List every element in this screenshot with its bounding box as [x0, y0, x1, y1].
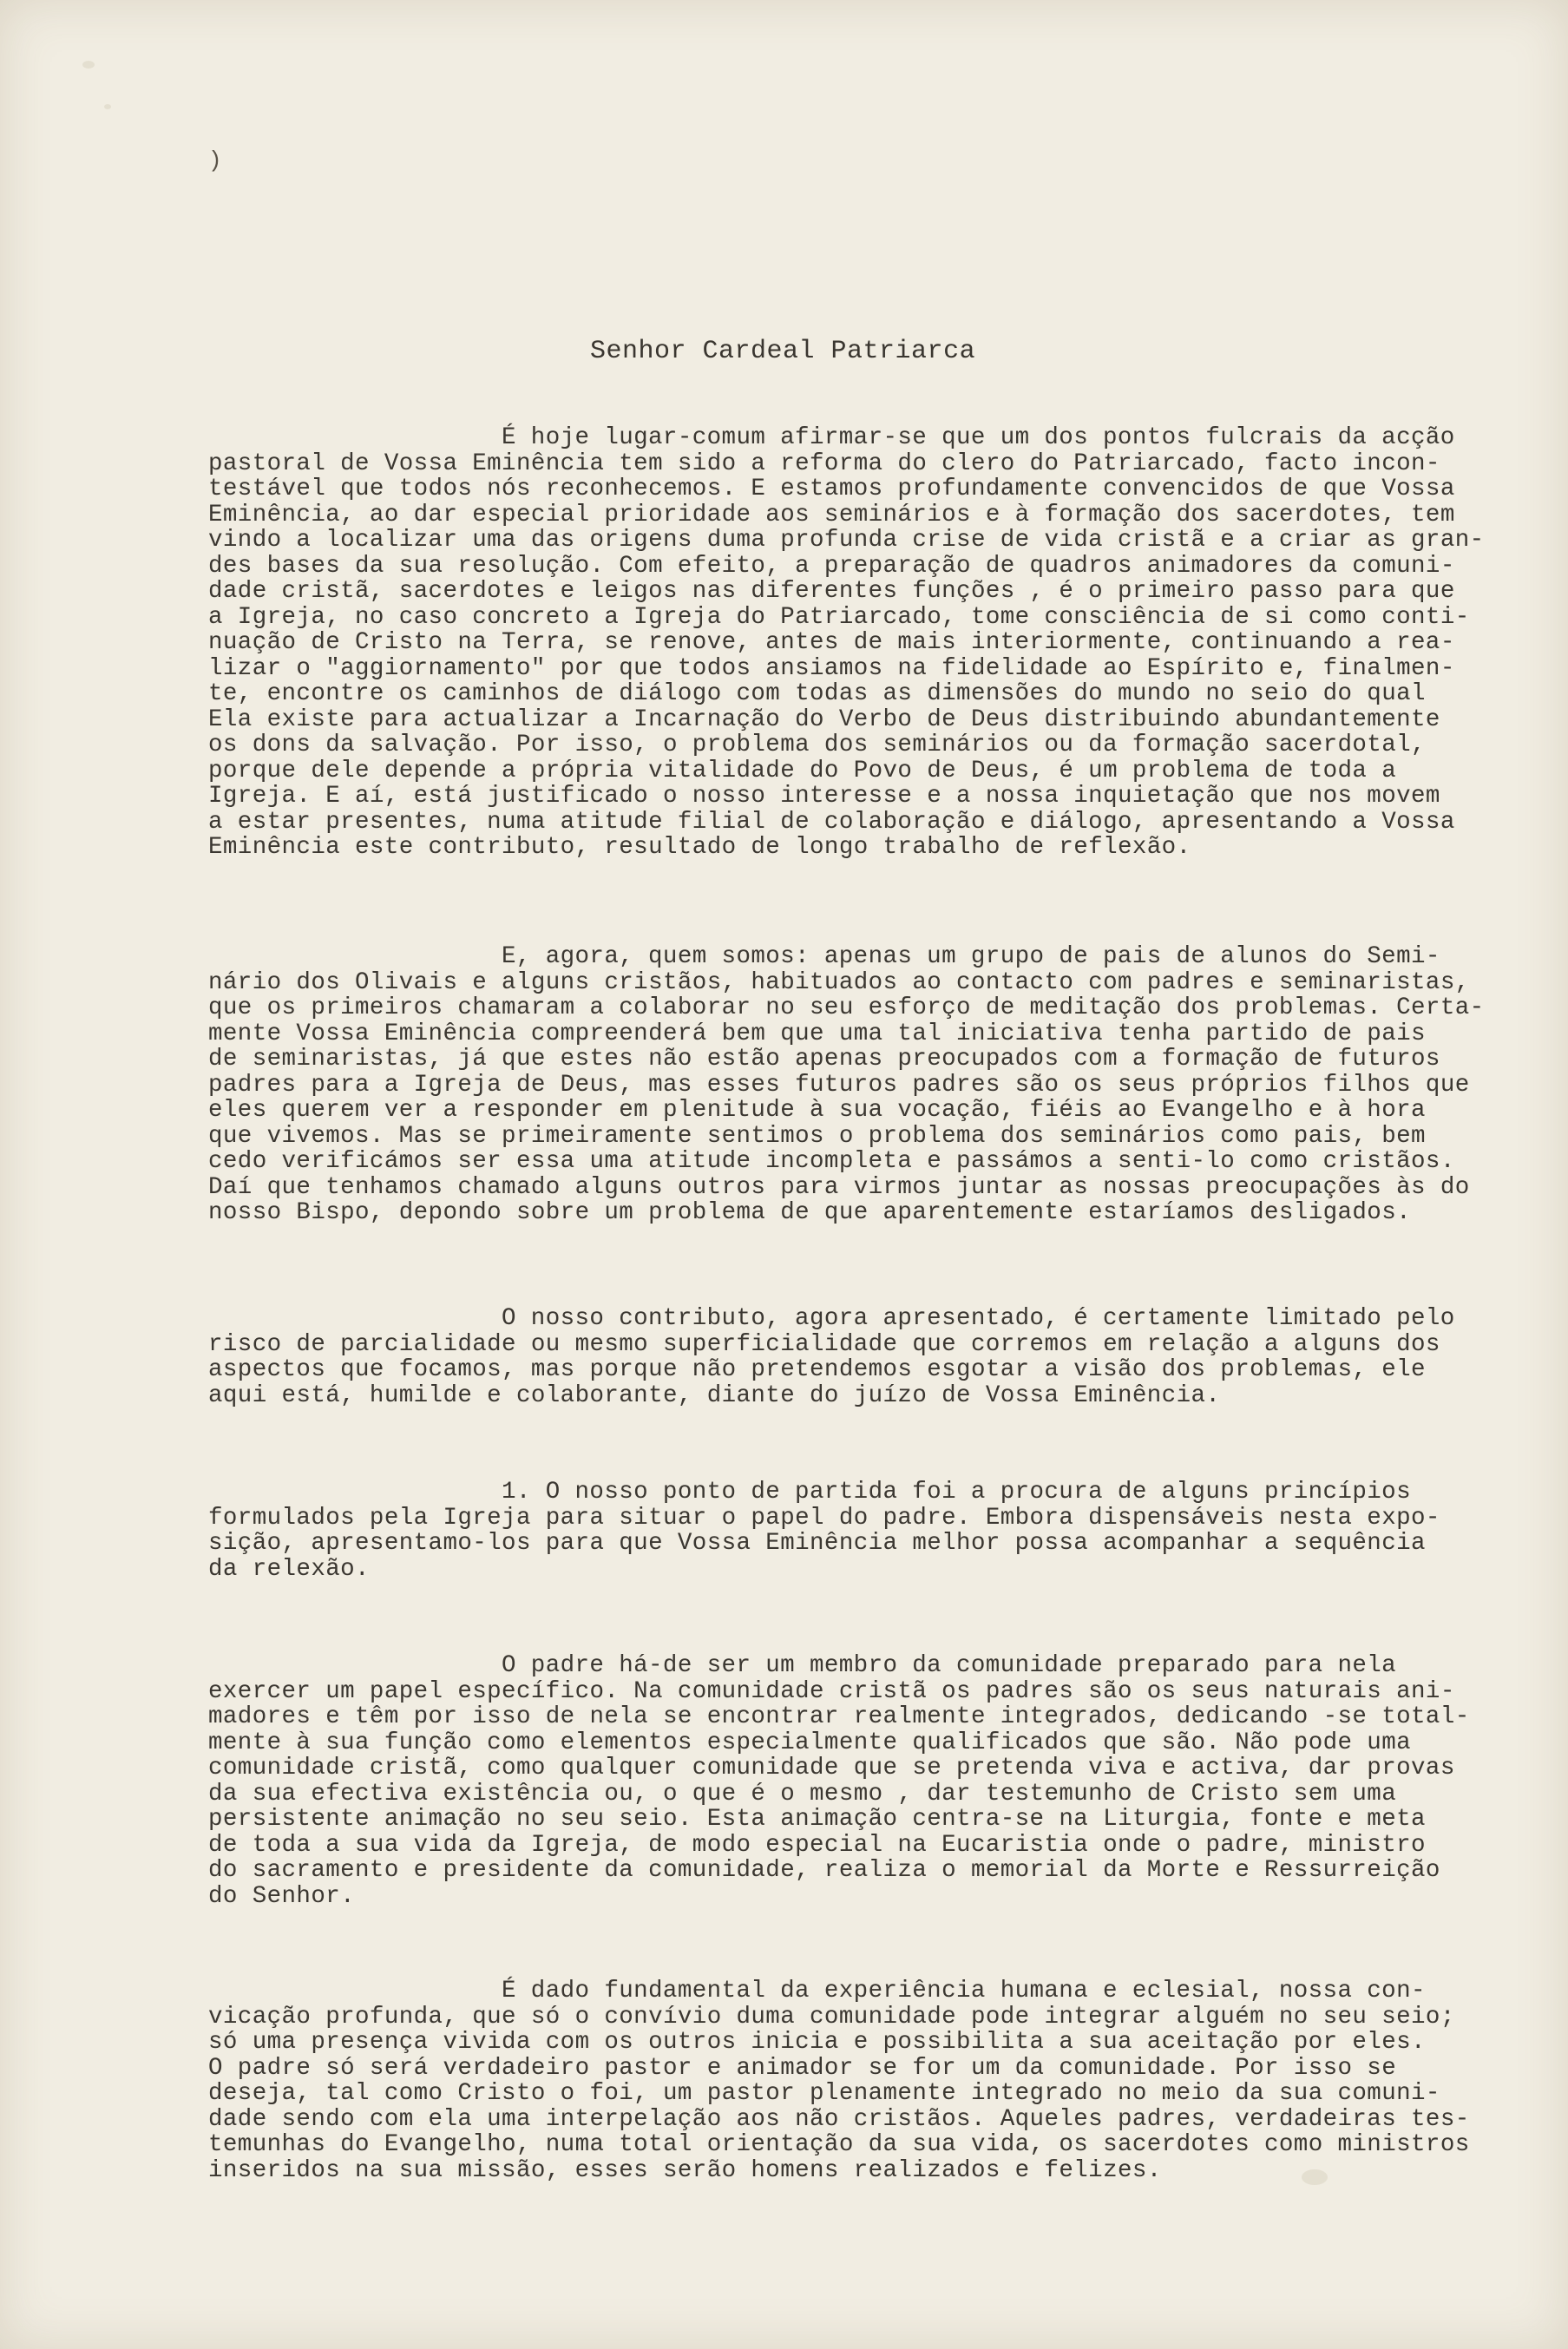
text-line: que os primeiros chamaram a colaborar no seu esforço de meditação dos problemas. Certa- [208, 994, 1485, 1021]
text-line: cedo verificámos ser essa uma atitude incompleta e passámos a senti-lo como cristãos. [208, 1148, 1455, 1175]
text-line: lizar o "aggiornamento" por que todos ansiamos na fidelidade ao Espírito e, finalmen- [208, 654, 1455, 682]
text-line: dade sendo com ela uma interpelação aos não cristãos. Aqueles padres, verdadeiras tes- [208, 2105, 1470, 2133]
margin-mark: ) [208, 148, 222, 174]
paragraph-2 [208, 944, 1485, 1226]
paragraph-3 [208, 1306, 1455, 1408]
text-line: O padre só será verdadeiro pastor e animador se for um da comunidade. Por isso se [208, 2054, 1397, 2082]
text-line: os dons da salvação. Por isso, o problema dos seminários ou da formação sacerdotal, [208, 732, 1426, 758]
text-line: sição, apresentamo-los para que Vossa Eminência melhor possa acompanhar a sequência [208, 1530, 1426, 1557]
text-line: É dado fundamental da experiência humana e eclesial, nossa con- [502, 1978, 1426, 2005]
text-line: Ela existe para actualizar a Incarnação do Verbo de Deus distribuindo abundantemente [208, 705, 1440, 733]
text-line: des bases da sua resolução. Com efeito, a preparação de quadros animadores da comuni- [208, 552, 1455, 580]
text-line: de seminaristas, já que estes não estão apenas preocupados com a formação de futuros [208, 1046, 1440, 1073]
text-line: persistente animação no seu seio. Esta animação centra-se na Liturgia, fonte e meta [208, 1806, 1426, 1833]
paragraph-4 [208, 1480, 1440, 1582]
text-line: Eminência, ao dar especial prioridade aos seminários e à formação dos sacerdotes, tem [208, 501, 1455, 528]
text-line: a Igreja, no caso concreto a Igreja do Patriarcado, tome consciência de si como conti- [208, 603, 1470, 631]
text-line: da relexão. [208, 1555, 370, 1583]
text-line: inseridos na sua missão, esses serão homens realizados e felizes. [208, 2156, 1162, 2184]
text-line: a estar presentes, numa atitude filial de colaboração e diálogo, apresentando a Vossa [208, 808, 1455, 836]
text-line: comunidade cristã, como qualquer comunidade que se pretenda viva e activa, dar provas [208, 1755, 1455, 1781]
text-line: O nosso contributo, agora apresentado, é certamente limitado pelo [502, 1305, 1455, 1332]
text-line: que vivemos. Mas se primeiramente sentimos o problema dos seminários como pais, bem [208, 1122, 1426, 1150]
text-line: padres para a Igreja de Deus, mas esses futuros padres são os seus próprios filhos que [208, 1071, 1470, 1099]
text-line: testável que todos nós reconhecemos. E estamos profundamente convencidos de que Vossa [208, 476, 1455, 502]
text-line: deseja, tal como Cristo o foi, um pastor plenamente integrado no meio da sua comuni- [208, 2080, 1440, 2107]
text-line: O padre há-de ser um membro da comunidade preparado para nela [502, 1652, 1397, 1679]
text-line: dade cristã, sacerdotes e leigos nas diferentes funções , é o primeiro passo para que [208, 578, 1455, 605]
text-line: nosso Bispo, depondo sobre um problema de que aparentemente estaríamos desligados. [208, 1199, 1412, 1226]
text-line: do Senhor. [208, 1882, 356, 1910]
text-line: de toda a sua vida da Igreja, de modo especial na Eucaristia onde o padre, ministro [208, 1831, 1426, 1859]
text-line: aqui está, humilde e colaborante, diante do juízo de Vossa Eminência. [208, 1381, 1221, 1409]
text-line: E, agora, quem somos: apenas um grupo de pais de alunos do Semi- [502, 943, 1440, 970]
text-line: só uma presença vivida com os outros inicia e possibilita a sua aceitação por eles. [208, 2029, 1426, 2056]
text-line: nário dos Olivais e alguns cristãos, habituados ao contacto com padres e seminaristas, [208, 968, 1470, 996]
salutation: Senhor Cardeal Patriarca [590, 337, 976, 366]
text-line: pastoral de Vossa Eminência tem sido a reforma do clero do Patriarcado, facto incon- [208, 449, 1440, 477]
paragraph-5 [208, 1653, 1470, 1909]
text-line: nuação de Cristo na Terra, se renove, antes de mais interiormente, continuando a rea- [208, 629, 1455, 656]
text-line: formulados pela Igreja para situar o papel do padre. Embora dispensáveis nesta expo- [208, 1504, 1440, 1532]
text-line: porque dele depende a própria vitalidade do Povo de Deus, é um problema de toda a [208, 757, 1397, 784]
text-line: do sacramento e presidente da comunidade, realiza o memorial da Morte e Ressurreição [208, 1857, 1440, 1884]
text-line: 1. O nosso ponto de partida foi a procura de alguns princípios [502, 1479, 1411, 1506]
text-line: vindo a localizar uma das origens duma profunda crise de vida cristã e a criar as gran- [208, 527, 1485, 554]
paper-speck [104, 104, 111, 109]
text-line: da sua efectiva existência ou, o que é o mesmo , dar testemunho de Cristo sem uma [208, 1780, 1397, 1808]
text-line: Daí que tenhamos chamado alguns outros para virmos juntar as nossas preocupações às do [208, 1173, 1470, 1201]
text-line: Igreja. E aí, está justificado o nosso interesse e a nossa inquietação que nos movem [208, 783, 1440, 810]
text-line: mente Vossa Eminência compreenderá bem que uma tal iniciativa tenha partido de pais [208, 1020, 1426, 1047]
text-line: É hoje lugar-comum afirmar-se que um dos pontos fulcrais da acção [502, 424, 1455, 451]
paper-speck [82, 61, 95, 69]
text-line: madores e têm por isso de nela se encontrar realmente integrados, dedicando -se total- [208, 1703, 1470, 1730]
text-line: eles querem ver a responder em plenitude à sua vocação, fiéis ao Evangelho e à hora [208, 1097, 1426, 1124]
text-line: temunhas do Evangelho, numa total orientação da sua vida, os sacerdotes como ministros [208, 2131, 1470, 2158]
text-line: aspectos que focamos, mas porque não pretendemos esgotar a visão dos problemas, ele [208, 1356, 1426, 1383]
text-line: mente à sua função como elementos especialmente qualificados que são. Não pode uma [208, 1729, 1412, 1756]
paragraph-1 [208, 425, 1485, 861]
text-line: vicação profunda, que só o convívio duma comunidade pode integrar alguém no seu seio; [208, 2003, 1455, 2031]
paragraph-6 [208, 1978, 1470, 2183]
text-line: risco de parcialidade ou mesmo superficialidade que corremos em relação a alguns dos [208, 1330, 1440, 1358]
text-line: Eminência este contributo, resultado de longo trabalho de reflexão. [208, 834, 1191, 861]
text-line: te, encontre os caminhos de diálogo com todas as dimensões do mundo no seio do qual [208, 680, 1426, 707]
text-line: exercer um papel específico. Na comunidade cristã os padres são os seus naturais ani- [208, 1677, 1455, 1705]
